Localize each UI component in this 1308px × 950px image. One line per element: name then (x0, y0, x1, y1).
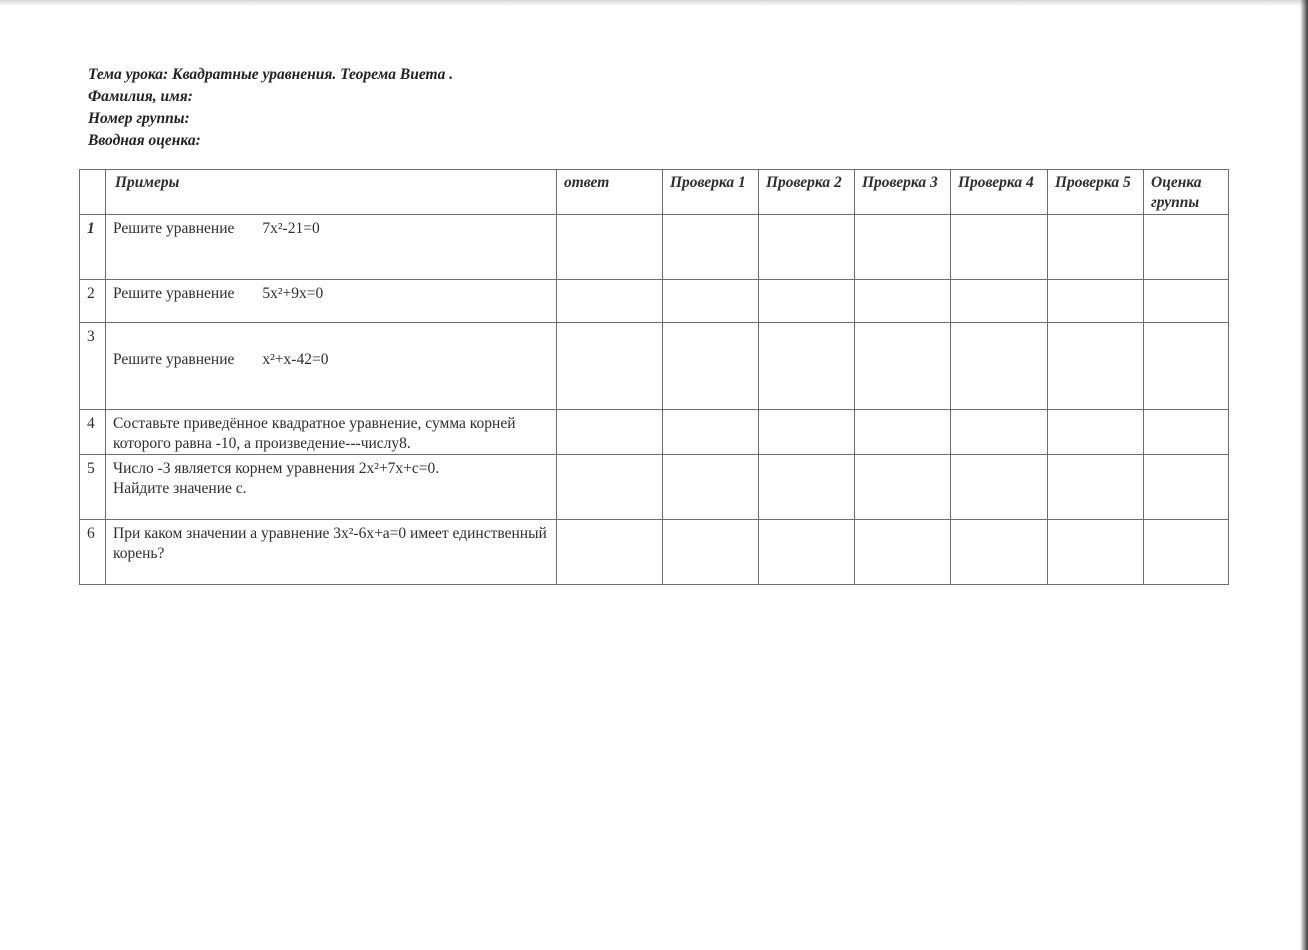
check-3-cell[interactable] (855, 323, 951, 410)
check-4-cell[interactable] (951, 215, 1048, 280)
task-text: Решите уравнение (113, 285, 235, 302)
row-number: 6 (80, 520, 106, 585)
row-number: 4 (80, 410, 106, 455)
scan-edge-right (1300, 0, 1308, 950)
name-field-label: Фамилия, имя: (88, 88, 193, 105)
task-text: При каком значении а уравнение 3x²-6x+a=0 имеет единственный корень? (113, 525, 547, 562)
col-header-check-5: Проверка 5 (1048, 170, 1144, 215)
check-1-cell[interactable] (663, 323, 759, 410)
check-5-cell[interactable] (1048, 215, 1144, 280)
check-2-cell[interactable] (759, 215, 855, 280)
task-equation: 7x²-21=0 (262, 220, 320, 237)
check-2-cell[interactable] (759, 520, 855, 585)
group-grade-cell[interactable] (1144, 280, 1229, 323)
check-3-cell[interactable] (855, 410, 951, 455)
col-header-check-4: Проверка 4 (951, 170, 1048, 215)
task-cell (106, 520, 557, 585)
col-header-group-grade: Оценка группы (1144, 170, 1229, 215)
answer-cell[interactable] (557, 520, 663, 585)
check-3-cell[interactable] (855, 215, 951, 280)
task-cell (106, 455, 557, 520)
table-row (80, 455, 1229, 520)
task-text: Составьте приведённое квадратное уравнение, сумма корней которого равна -10, а произведение---числу8. (113, 415, 516, 452)
row-number: 1 (80, 215, 106, 280)
lesson-topic: Тема урока: Квадратные уравнения. Теорема Виета . (88, 66, 454, 83)
answer-cell[interactable] (557, 455, 663, 520)
check-1-cell[interactable] (663, 520, 759, 585)
group-grade-cell[interactable] (1144, 455, 1229, 520)
check-1-cell[interactable] (663, 280, 759, 323)
check-4-cell[interactable] (951, 520, 1048, 585)
table-row (80, 280, 1229, 323)
group-grade-cell[interactable] (1144, 520, 1229, 585)
table-row (80, 520, 1229, 585)
col-header-check-1: Проверка 1 (663, 170, 759, 215)
exercise-table (79, 169, 1229, 585)
check-3-cell[interactable] (855, 520, 951, 585)
check-2-cell[interactable] (759, 410, 855, 455)
task-equation: x²+x-42=0 (262, 351, 329, 368)
check-3-cell[interactable] (855, 280, 951, 323)
scan-edge-top (0, 0, 1308, 6)
check-1-cell[interactable] (663, 410, 759, 455)
task-cell (106, 410, 557, 455)
group-grade-cell[interactable] (1144, 215, 1229, 280)
check-2-cell[interactable] (759, 323, 855, 410)
check-5-cell[interactable] (1048, 455, 1144, 520)
row-number: 3 (80, 323, 106, 410)
col-header-answer: ответ (557, 170, 663, 215)
col-header-examples: Примеры (106, 170, 557, 215)
task-cell (106, 323, 557, 410)
check-4-cell[interactable] (951, 455, 1048, 520)
task-equation: 5x²+9x=0 (262, 285, 324, 302)
check-4-cell[interactable] (951, 280, 1048, 323)
task-cell (106, 280, 557, 323)
check-5-cell[interactable] (1048, 410, 1144, 455)
check-2-cell[interactable] (759, 280, 855, 323)
check-5-cell[interactable] (1048, 323, 1144, 410)
group-field-label: Номер группы: (88, 110, 190, 127)
task-cell (106, 215, 557, 280)
check-1-cell[interactable] (663, 215, 759, 280)
check-4-cell[interactable] (951, 323, 1048, 410)
table-row (80, 410, 1229, 455)
task-text-line-2: Найдите значение c. (113, 480, 247, 497)
task-text: Решите уравнение (113, 351, 235, 368)
answer-cell[interactable] (557, 410, 663, 455)
answer-cell[interactable] (557, 280, 663, 323)
task-text: Решите уравнение (113, 220, 235, 237)
answer-cell[interactable] (557, 323, 663, 410)
table-row (80, 215, 1229, 280)
col-header-check-3: Проверка 3 (855, 170, 951, 215)
table-header-row (80, 170, 1229, 215)
col-header-number (80, 170, 106, 215)
blank-line (113, 327, 550, 347)
blank-gap (113, 347, 550, 350)
answer-cell[interactable] (557, 215, 663, 280)
group-grade-cell[interactable] (1144, 323, 1229, 410)
check-2-cell[interactable] (759, 455, 855, 520)
check-4-cell[interactable] (951, 410, 1048, 455)
intro-grade-field-label: Вводная оценка: (88, 132, 201, 149)
group-grade-cell[interactable] (1144, 410, 1229, 455)
check-1-cell[interactable] (663, 455, 759, 520)
check-5-cell[interactable] (1048, 280, 1144, 323)
col-header-check-2: Проверка 2 (759, 170, 855, 215)
check-3-cell[interactable] (855, 455, 951, 520)
table-row (80, 323, 1229, 410)
check-5-cell[interactable] (1048, 520, 1144, 585)
row-number: 5 (80, 455, 106, 520)
worksheet-header (88, 64, 453, 152)
row-number: 2 (80, 280, 106, 323)
task-text-line-1: Число -3 является корнем уравнения 2x²+7x+c=0. (113, 460, 440, 477)
